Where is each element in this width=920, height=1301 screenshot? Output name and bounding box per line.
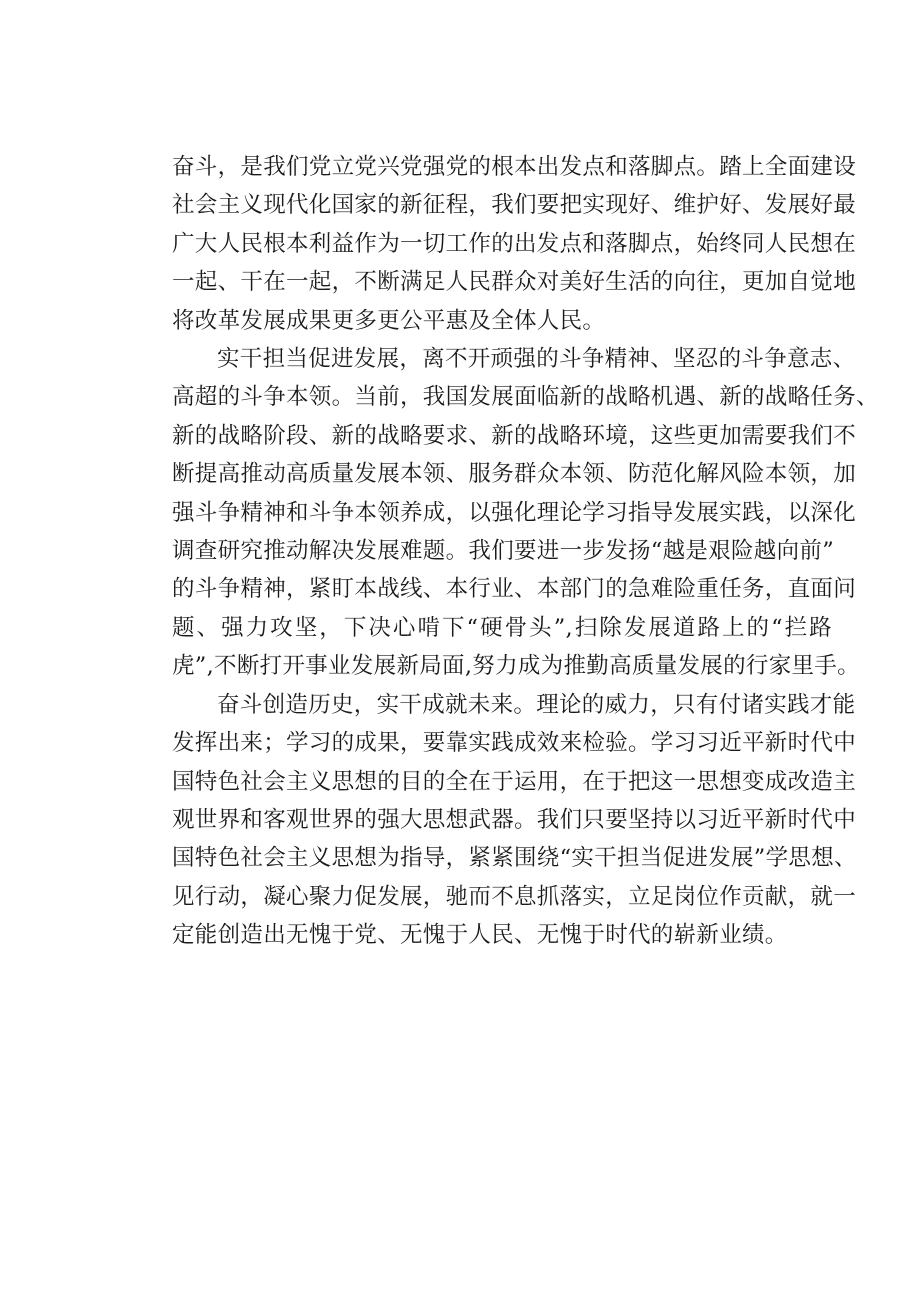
text-line: 国特色社会主义思想为指导，紧紧围绕“实干担当促进发展”学思想、 (172, 845, 857, 872)
paragraph-1 (172, 148, 857, 340)
text-line: 虎”,不断打开事业发展新局面,努力成为推勤高质量发展的行家里手。 (172, 653, 860, 680)
paragraph-2 (172, 340, 879, 686)
text-line: 的斗争精神，紧盯本战线、本行业、本部门的急难险重任务，直面问 (172, 576, 857, 603)
text-line: 见行动，凝心聚力促发展，驰而不息抓落实，立足岗位作贡献，就一 (172, 883, 857, 910)
text-line: 社会主义现代化国家的新征程，我们要把实现好、维护好、发展好最 (172, 192, 857, 219)
text-line: 定能创造出无愧于党、无愧于人民、无愧于时代的崭新业绩。 (172, 922, 788, 949)
text-line: 新的战略阶段、新的战略要求、新的战略环境，这些更加需要我们不 (172, 422, 857, 449)
text-line: 强斗争精神和斗争本领养成，以强化理论学习指导发展实践，以深化 (172, 499, 857, 526)
text-line: 实干担当促进发展，离不开顽强的斗争精神、坚忍的斗争意志、 (217, 346, 856, 373)
paragraph-3 (172, 686, 857, 955)
text-line: 国特色社会主义思想的目的全在于运用，在于把这一思想变成改造主 (172, 768, 857, 795)
text-line: 发挥出来；学习的成果，要靠实践成效来检验。学习习近平新时代中 (172, 730, 857, 757)
text-line: 将改革发展成果更多更公平惠及全体人民。 (172, 307, 606, 334)
document-body (172, 148, 879, 955)
text-line: 调查研究推动解决发展难题。我们要进一步发扬“越是艰险越向前” (172, 538, 835, 565)
text-line: 广大人民根本利益作为一切工作的出发点和落脚点，始终同人民想在 (172, 230, 857, 257)
text-line: 一起、干在一起，不断满足人民群众对美好生活的向往，更加自觉地 (172, 269, 857, 296)
text-line: 奋斗，是我们党立党兴党强党的根本出发点和落脚点。踏上全面建设 (172, 154, 857, 180)
text-line: 题、强力攻坚，下决心啃下“硬骨头”,扫除发展道路上的“拦路 (172, 614, 832, 641)
text-line: 高超的斗争本领。当前，我国发展面临新的战略机遇、新的战略任务、 (172, 384, 879, 411)
text-line: 观世界和客观世界的强大思想武器。我们只要坚持以习近平新时代中 (172, 806, 857, 833)
text-line: 奋斗创造历史，实干成就未来。理论的威力，只有付诸实践才能 (217, 691, 856, 718)
text-line: 断提高推动高质量发展本领、服务群众本领、防范化解风险本领，加 (172, 461, 857, 488)
